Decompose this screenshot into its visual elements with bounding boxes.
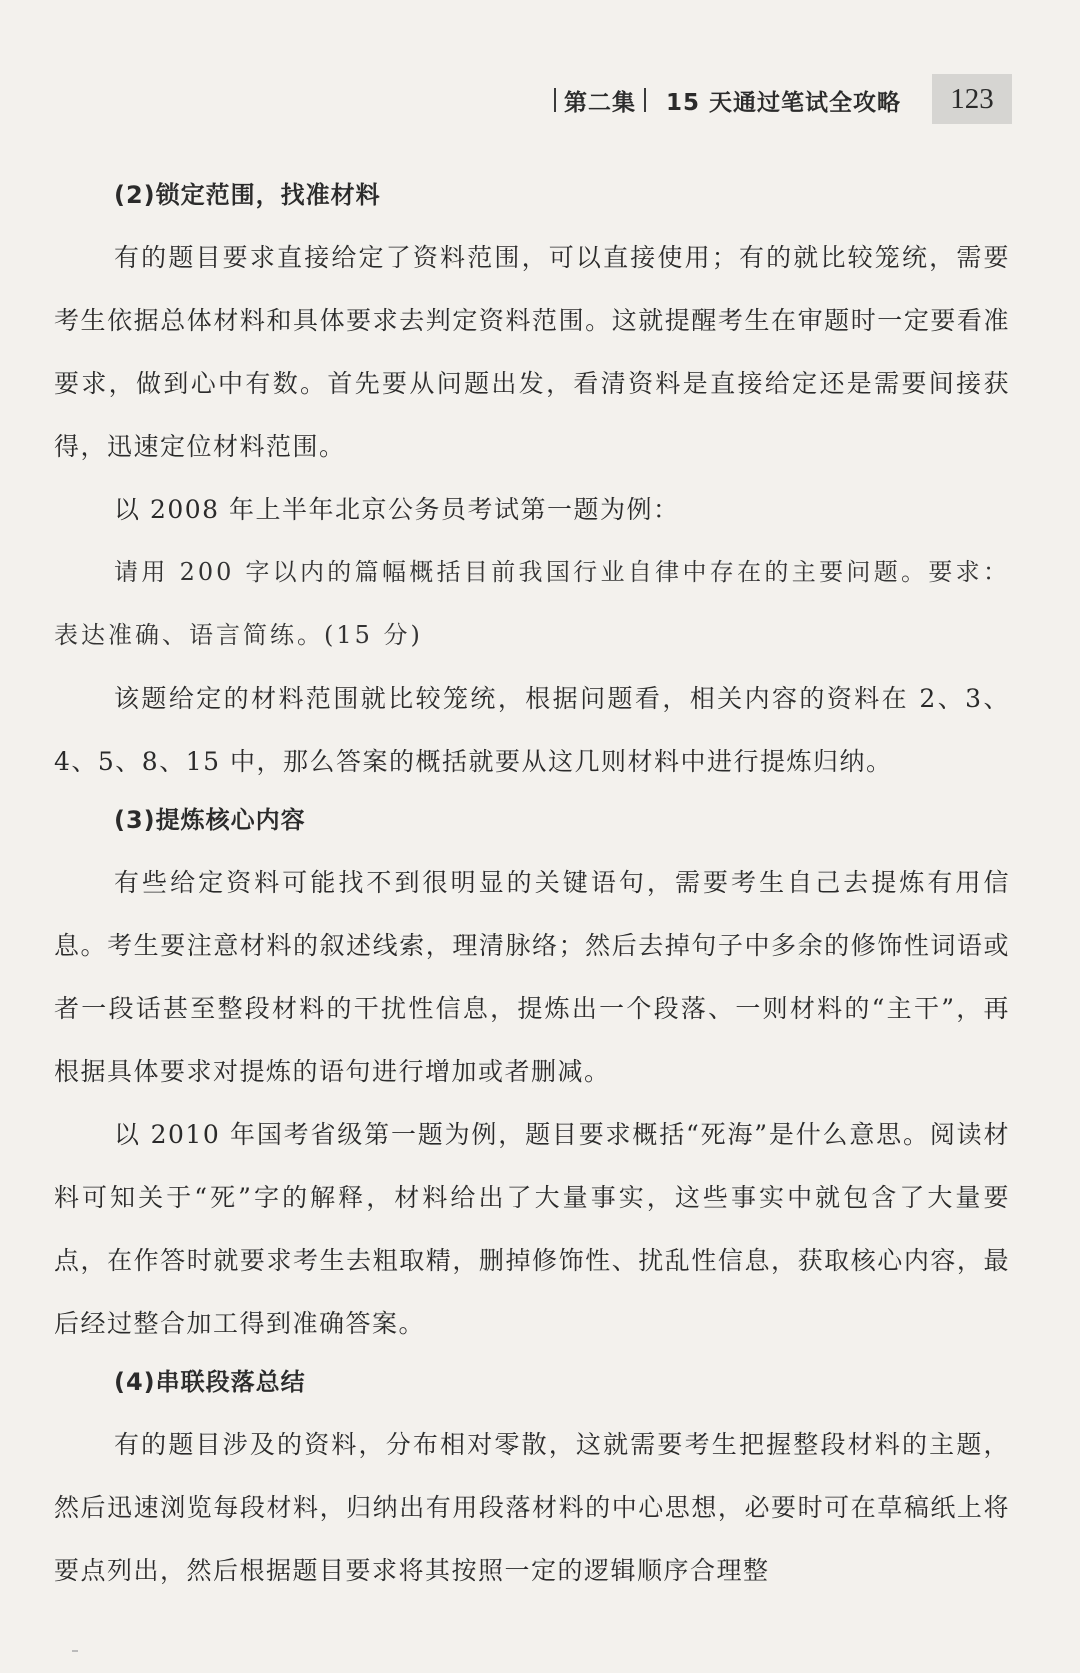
section-heading-3: (3)提炼核心内容 [114, 806, 306, 834]
paragraph: 有的题目涉及的资料，分布相对零散，这就需要考生把握整段材料的主题，然后迅速浏览每段材料，归纳出有用段落材料的中心思想，必要时可在草稿纸上将要点列出，然后根据题目要求将其按照一定的逻辑顺序合理整 [54, 1430, 1010, 1585]
paragraph: 该题给定的材料范围就比较笼统，根据问题看，相关内容的资料在 2、3、4、5、8、15 中，那么答案的概括就要从这几则材料中进行提炼归纳。 [54, 684, 1010, 776]
header-title: 15 天通过笔试全攻略 [666, 89, 902, 116]
header-divider [554, 88, 556, 112]
paragraph: 有的题目要求直接给定了资料范围，可以直接使用；有的就比较笼统，需要考生依据总体材料和具体要求去判定资料范围。这就提醒考生在审题时一定要看准要求，做到心中有数。首先要从问题出发，看清资料是直接给定还是需要间接获得，迅速定位材料范围。 [54, 243, 1010, 461]
paragraph: 以 2008 年上半年北京公务员考试第一题为例： [114, 495, 680, 524]
header-divider [644, 88, 646, 112]
section-heading-4: (4)串联段落总结 [114, 1368, 306, 1396]
running-header [548, 76, 901, 124]
page-number: 123 [932, 74, 1012, 124]
scan-mark [72, 1650, 78, 1652]
page-body [54, 168, 1010, 1602]
section-heading-2: (2)锁定范围，找准材料 [114, 181, 381, 209]
paragraph: 以 2010 年国考省级第一题为例，题目要求概括“死海”是什么意思。阅读材料可知关于“死”字的解释，材料给出了大量事实，这些事实中就包含了大量要点，在作答时就要求考生去粗取精，删掉修饰性、扰乱性信息，获取核心内容，最后经过整合加工得到准确答案。 [54, 1120, 1010, 1338]
header-series: 第二集 [564, 89, 636, 116]
paragraph: 有些给定资料可能找不到很明显的关键语句，需要考生自己去提炼有用信息。考生要注意材料的叙述线索，理清脉络；然后去掉句子中多余的修饰性词语或者一段话甚至整段材料的干扰性信息，提炼出一个段落、一则材料的“主干”，再根据具体要求对提炼的语句进行增加或者删减。 [54, 868, 1010, 1086]
exam-question: 请用 200 字以内的篇幅概括目前我国行业自律中存在的主要问题。要求：表达准确、语言简练。(15 分) [54, 558, 1010, 649]
